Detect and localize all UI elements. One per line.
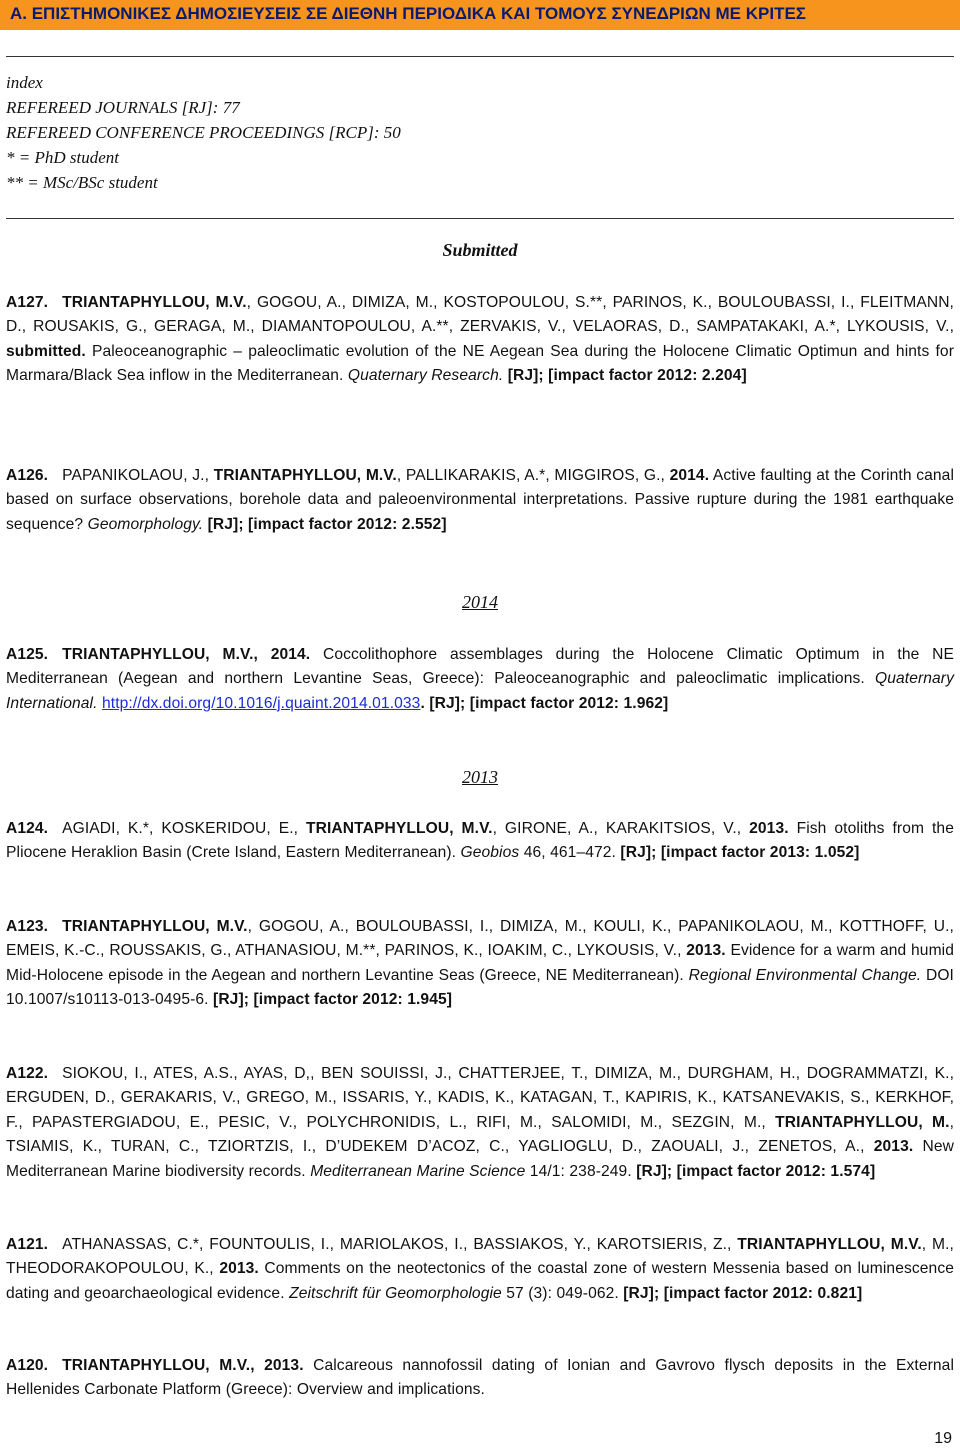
entry-author-highlight: TRIANTAPHYLLOU, M. [775,1113,950,1131]
entry-impact: . [RJ]; [impact factor 2012: 1.962] [420,694,669,712]
entry-journal: Zeitschrift für Geomorphologie [289,1284,502,1302]
entry-title: Paleoceanographic – paleoclimatic evolution of the NE Aegean Sea during the Holocene Climatic Optimun and hints for Marmara/Black Sea inflow in the Mediterranean. [6,342,954,385]
entry-author-highlight: TRIANTAPHYLLOU, M.V. [62,294,247,311]
divider-index [6,218,954,219]
entry-a120 [6,1354,954,1403]
entry-impact: [RJ]; [impact factor 2013: 1.052] [615,844,860,862]
entry-journal: Geomorphology. [87,515,204,533]
entry-number: A120. [6,1357,49,1374]
entry-authors: ATHANASSAS, C.*, FOUNTOULIS, I., MARIOLAKOS, I., BASSIAKOS, Y., KAROTSIERIS, Z., [62,1236,738,1253]
entry-journal: Regional Environmental Change. [688,966,922,984]
entry-title: Comments on the neotectonics of the coastal zone of western Messenia based on luminescence dating and geoarchaeological evidence. [6,1260,954,1302]
entry-number: A124. [6,820,49,837]
entry-author-highlight: TRIANTAPHYLLOU, M.V. [306,820,493,837]
entry-number: A121. [6,1236,49,1253]
entry-title: Fish otoliths from the Pliocene Heraklion Basin (Crete Island, Eastern Mediterranean). [6,820,954,862]
entry-author-highlight: TRIANTAPHYLLOU, M.V. [62,918,248,935]
index-refereed-proceedings: REFEREED CONFERENCE PROCEEDINGS [RCP]: 50 [6,123,401,142]
section-header-bar [0,0,960,30]
entry-author-highlight: TRIANTAPHYLLOU, M.V., 2013. [62,1357,304,1374]
entry-year: 2014. [669,467,710,484]
entry-title: Calcareous nannofossil dating of Ionian and Gavrovo flysch deposits in the External Hellenides Carbonate Platform (Greece): Overview and implications. [6,1357,955,1399]
entry-year: 2013. [686,942,726,960]
entry-authors: PAPANIKOLAOU, J., [62,467,214,484]
entry-impact: [RJ]; [impact factor 2012: 0.821] [618,1284,863,1302]
entry-authors: , GIRONE, A., KARAKITSIOS, V., [492,820,750,837]
divider-top [6,56,954,57]
entry-impact: [RJ]; [impact factor 2012: 1.945] [208,991,453,1009]
index-title: index [6,73,43,92]
entry-impact: [RJ]; [impact factor 2012: 1.574] [631,1162,876,1180]
entry-doi: DOI 10.1007/s10113-013-0495-6. [6,966,954,1009]
entry-a123 [6,915,954,1013]
entry-a124 [6,817,954,866]
entry-authors: , GOGOU, A., BOULOUBASSI, I., DIMIZA, M., KOULI, K., PAPANIKOLAOU, M., KOTTHOFF, U., EMEIS, K.-C., ROUSSAKIS, G., ATHANASIOU, M.**, PARINOS, K., IOAKIM, C., LYKOUSIS, V., [6,918,954,960]
entry-journal: Quaternary Research. [347,367,504,385]
heading-year-2014: 2014 [462,592,498,612]
entry-impact: [RJ]; [impact factor 2012: 2.204] [503,367,747,385]
entry-a127 [6,291,954,389]
entry-journal: Geobios [460,844,520,862]
entry-pages: 14/1: 238-249. [525,1162,632,1180]
entry-author-highlight: TRIANTAPHYLLOU, M.V. [737,1236,922,1253]
entry-authors: , M., THEODORAKOPOULOU, K., [6,1236,954,1278]
entry-number: A127. [6,294,49,311]
entry-journal: Mediterranean Marine Science [310,1162,526,1180]
entry-title: Evidence for a warm and humid Mid-Holocene episode in the Aegean and northern Levantine Seas (Greece, NE Mediterranean). [6,942,954,984]
entry-year: 2013. [873,1138,914,1156]
index-phd-note: * = PhD student [6,148,119,167]
entry-authors: SIOKOU, I., ATES, A.S., AYAS, D,, BEN SOUISSI, J., CHATTERJEE, T., DIMIZA, M., DURGHAM, H., DOGRAMMATZI, K., ERGUDEN, D., GERAKARIS, V., GREGO, M., ISSARIS, Y., KADIS, K., KATAGAN, T., KAPIRIS, K., KATSANEVAKIS, S., KERKHOF, F., PAPASTERGIADOU, E., PESIC, V., POLYCHRONIDIS, L., RIFI, M., SALOMIDI, M., SEZGIN, M., [6,1065,954,1131]
entry-status: submitted. [6,342,86,360]
entry-a125 [6,643,954,716]
entry-year: 2013. [219,1260,259,1278]
entry-authors: AGIADI, K.*, KOSKERIDOU, E., [62,820,307,837]
index-msc-note: ** = MSc/BSc student [6,173,158,192]
page-number: 19 [934,1430,952,1447]
entry-a126 [6,464,954,537]
index-refereed-journals: REFEREED JOURNALS [RJ]: 77 [6,98,240,117]
entry-impact: [RJ]; [impact factor 2012: 2.552] [203,515,447,533]
entry-author-highlight: TRIANTAPHYLLOU, M.V., 2014. [62,646,311,663]
entry-journal: Quaternary International. [6,670,954,712]
entry-title: Coccolithophore assemblages during the Holocene Climatic Optimum in the NE Mediterranean (Aegean and northern Levantine Seas, Greece): Paleoceanographic and paleoclimatic implications. [6,646,954,688]
entry-number: A123. [6,918,49,935]
entry-pages: 57 (3): 049-062. [501,1284,619,1302]
entry-year: 2013. [749,820,789,837]
entry-number: A125. [6,646,49,663]
index-block [6,70,401,195]
entry-number: A122. [6,1065,49,1082]
entry-author-highlight: TRIANTAPHYLLOU, M.V. [213,467,397,484]
section-header-title: Α. ΕΠΙΣΤΗΜΟΝΙΚΕΣ ΔΗΜΟΣΙΕΥΣΕΙΣ ΣΕ ΔΙΕΘΝΗ ΠΕΡΙΟΔΙΚΑ ΚΑΙ ΤΟΜΟΥΣ ΣΥΝΕΔΡΙΩΝ ΜΕ ΚΡΙΤΕΣ [10,4,806,23]
doi-link[interactable]: http://dx.doi.org/10.1016/j.quaint.2014.01.033 [102,694,421,712]
entry-title: Active faulting at the Corinth canal based on surface observations, borehole data and paleoenvironmental interpretations. Passive rupture during the 1981 earthquake sequence? [6,467,955,533]
entry-authors: , TSIAMIS, K., TURAN, C., TZIORTZIS, I., D’UDEKEM D’ACOZ, C., YAGLIOGLU, D., ZAOUALI, J., ZENETOS, A., [6,1113,955,1156]
heading-year-2013: 2013 [462,767,498,787]
entry-pages: 46, 461–472. [519,844,616,862]
entry-authors: , PALLIKARAKIS, A.*, MIGGIROS, G., [396,467,670,484]
heading-submitted: Submitted [442,240,518,260]
entry-authors: , GOGOU, A., DIMIZA, M., KOSTOPOULOU, S.**, PARINOS, K., BOULOUBASSI, I., FLEITMANN, D., ROUSAKIS, G., GERAGA, M., DIAMANTOPOULOU, A.**, ZERVAKIS, V., VELAORAS, D., SAMPATAKAKI, A.*, LYKOUSIS, V., [6,294,954,336]
entry-a121 [6,1233,954,1306]
entry-a122 [6,1062,954,1184]
entry-title: New Mediterranean Marine biodiversity records. [6,1138,954,1180]
entry-number: A126. [6,467,49,484]
